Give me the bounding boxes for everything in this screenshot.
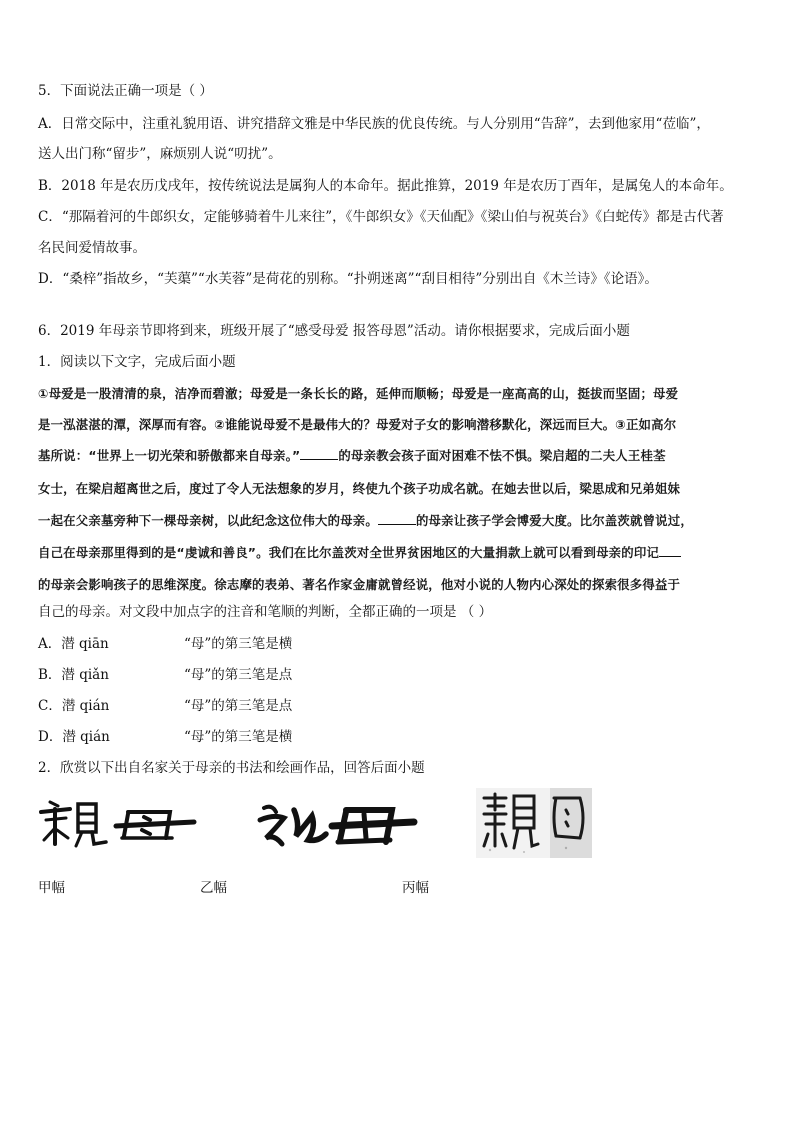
q5-option-c-line1: C．“那隔着河的牛郎织女，定能够骑着牛儿来往”，《牛郎织女》《天仙配》《梁山伯与祝英台》《白蛇传》都是古代著 bbox=[38, 209, 724, 225]
q6-option-b bbox=[38, 666, 293, 684]
fill-blank-1 bbox=[300, 447, 338, 460]
passage-line-1: ①母爱是一股清清的泉，洁净而碧澈；母爱是一条长长的路，延伸而顺畅；母爱是一座高高的山，挺拔而坚固；母爱 bbox=[38, 386, 679, 401]
passage-line-8: 自己的母亲。对文段中加点字的注音和笔顺的判断，全都正确的一项是 （ ） bbox=[38, 604, 493, 620]
passage-line-4: 女士，在梁启超离世之后，度过了令人无法想象的岁月，终使九个孩子功成名就。在她去世以后，梁思成和兄弟姐妹 bbox=[38, 481, 681, 496]
q5-option-c-line2: 名民间爱情故事。 bbox=[38, 240, 146, 256]
passage-text: 基所说：“世界上一切光荣和骄傲都来自母亲。” bbox=[38, 448, 301, 463]
calligraphy-yi-image bbox=[254, 794, 420, 854]
fill-blank-2 bbox=[378, 512, 416, 525]
q5-option-a-line2: 送人出门称“留步”，麻烦别人说“叨扰”。 bbox=[38, 146, 282, 162]
q6-stem: 6．2019 年母亲节即将到来，班级开展了“感受母爱 报答母恩”活动。请你根据要求，完成后面小题 bbox=[38, 323, 630, 339]
q6-sub1-title: 1．阅读以下文字，完成后面小题 bbox=[38, 354, 236, 370]
q5-stem: 5．下面说法正确一项是（ ） bbox=[38, 83, 213, 99]
q6-option-d bbox=[38, 728, 293, 746]
passage-line-5 bbox=[38, 512, 693, 530]
calligraphy-jia-image bbox=[36, 792, 208, 852]
passage-line-2: 是一泓湛湛的潭，深厚而有容。②谁能说母爱不是最伟大的？母爱对子女的影响潜移默化，深远而巨大。③正如高尔 bbox=[38, 417, 677, 432]
option-label: B．潜 qiǎn bbox=[38, 667, 109, 683]
option-stroke: “母”的第三笔是横 bbox=[184, 729, 293, 745]
option-stroke: “母”的第三笔是点 bbox=[184, 698, 293, 714]
q5-option-d: D．“桑梓”指故乡，“芙蕖”“水芙蓉”是荷花的别称。“扑朔迷离”“刮目相待”分别出自《木兰诗》《论语》。 bbox=[38, 271, 658, 287]
passage-text: 的母亲让孩子学会博爱大度。比尔盖茨就曾说过， bbox=[415, 513, 693, 528]
passage-line-6 bbox=[38, 544, 681, 562]
option-label: A．潜 qiān bbox=[38, 636, 109, 652]
calligraphy-bing-image bbox=[476, 788, 592, 858]
fill-blank-3 bbox=[659, 544, 681, 557]
q5-option-b: B．2018 年是农历戊戌年，按传统说法是属狗人的本命年。据此推算，2019 年是农历丁酉年，是属兔人的本命年。 bbox=[38, 178, 733, 194]
caption-bing: 丙幅 bbox=[402, 880, 429, 896]
option-label: C．潜 qián bbox=[38, 698, 110, 714]
caption-jia: 甲幅 bbox=[38, 880, 65, 896]
passage-line-3 bbox=[38, 447, 666, 465]
q6-option-a bbox=[38, 635, 293, 653]
option-label: D．潜 qián bbox=[38, 729, 110, 745]
caption-yi: 乙幅 bbox=[200, 880, 227, 896]
option-stroke: “母”的第三笔是横 bbox=[184, 636, 293, 652]
option-stroke: “母”的第三笔是点 bbox=[184, 667, 293, 683]
passage-line-7: 的母亲会影响孩子的思维深度。徐志摩的表弟、著名作家金庸就曾经说，他对小说的人物内心深处的探索很多得益于 bbox=[38, 577, 681, 592]
passage-text: 的母亲教会孩子面对困难不怯不惧。梁启超的二夫人王桂荃 bbox=[338, 448, 666, 463]
passage-text: 自己在母亲那里得到的是“虔诚和善良”。我们在比尔盖茨对全世界贫困地区的大量捐款上就可以看到母亲的印记 bbox=[38, 545, 660, 560]
q6-sub2-title: 2．欣赏以下出自名家关于母亲的书法和绘画作品，回答后面小题 bbox=[38, 760, 425, 776]
q5-option-a-line1: A．日常交际中，注重礼貌用语、讲究措辞文雅是中华民族的优良传统。与人分别用“告辞”，去到他家用“莅临”， bbox=[38, 116, 710, 132]
q6-option-c bbox=[38, 697, 293, 715]
passage-text: 一起在父亲墓旁种下一棵母亲树，以此纪念这位伟大的母亲。 bbox=[38, 513, 378, 528]
